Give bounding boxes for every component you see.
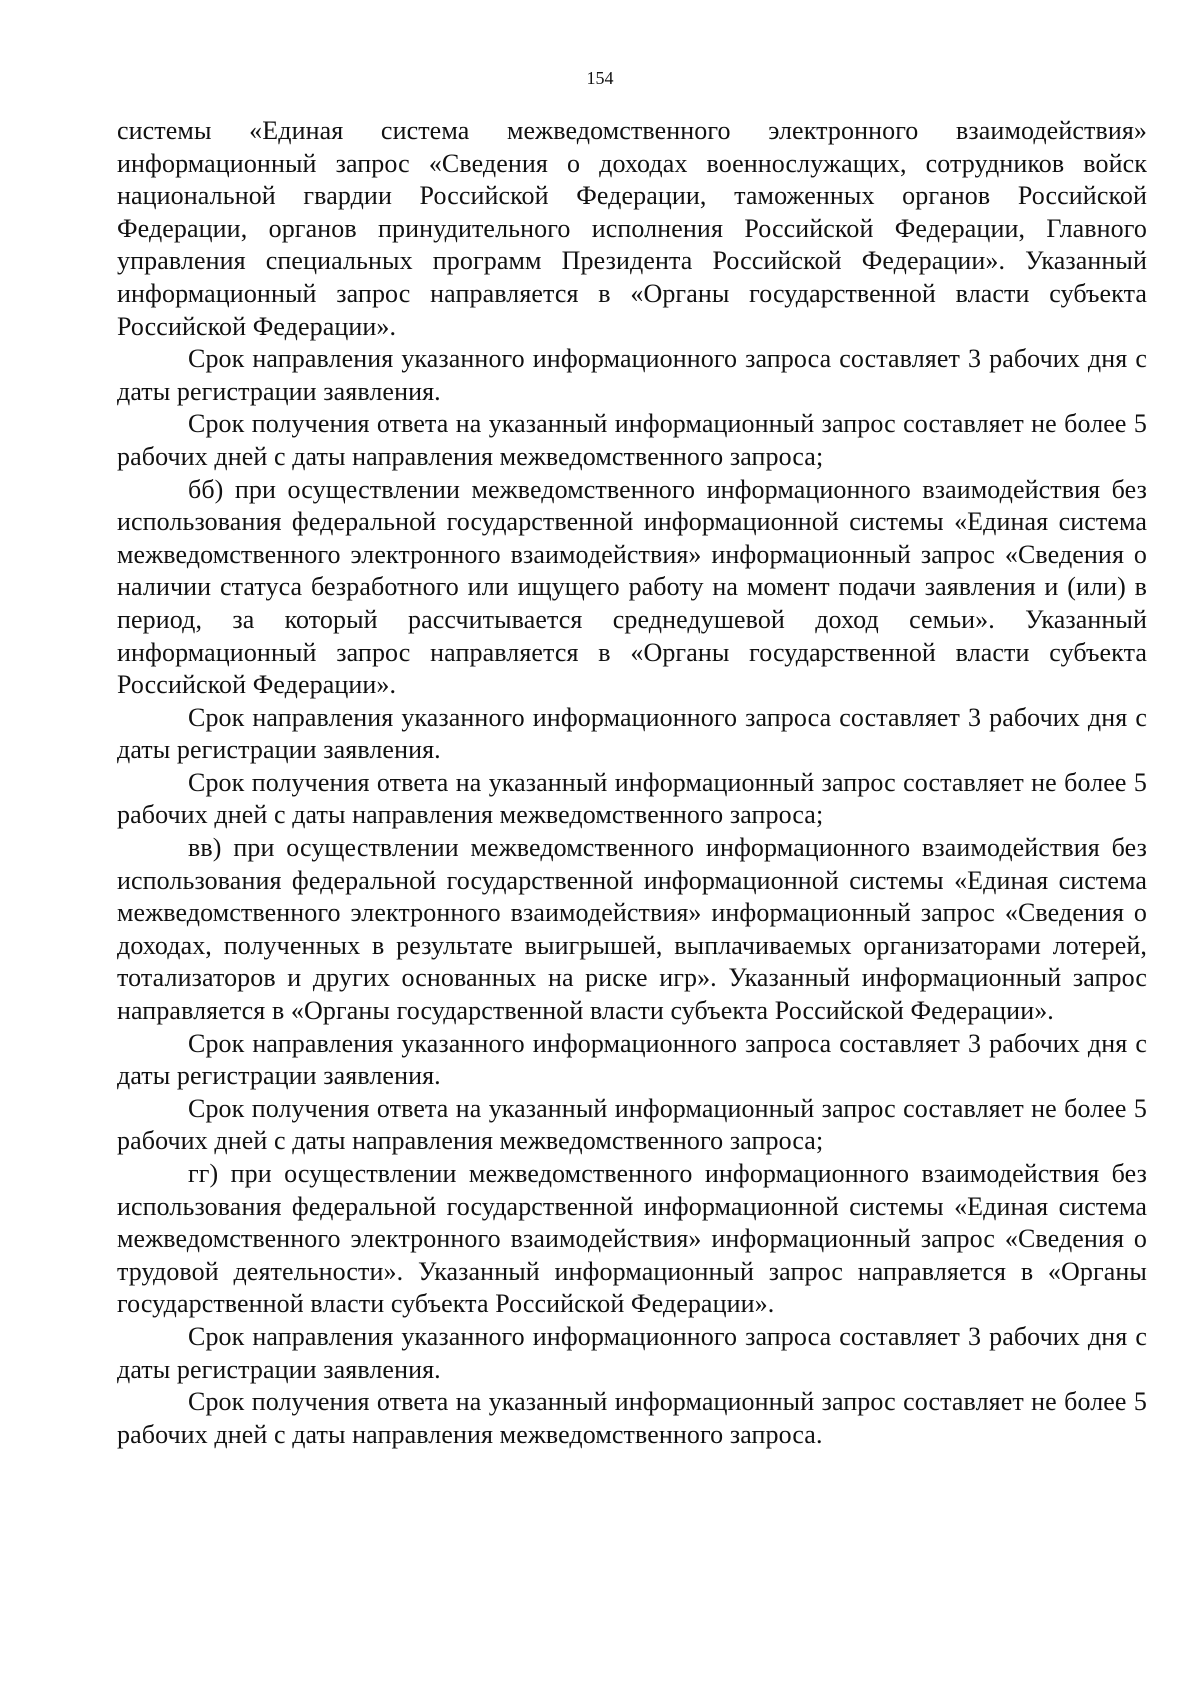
paragraph-9: Срок получения ответа на указанный информационный запрос составляет не более 5 рабочих дней с даты направления межведомственного запроса; [117, 1093, 1147, 1156]
paragraph-11: Срок направления указанного информационного запроса составляет 3 рабочих дня с даты регистрации заявления. [117, 1321, 1147, 1384]
paragraph-12: Срок получения ответа на указанный информационный запрос составляет не более 5 рабочих дней с даты направления межведомственного запроса. [117, 1387, 1147, 1449]
page-number: 154 [586, 68, 614, 88]
paragraph-7: вв) при осуществлении межведомственного информационного взаимодействия без использования федеральной государственной информационной системы «Единая система межведомственного электронного взаимодействия» информационный запрос «Сведения о доходах, полученных в результате выигрышей, выплачиваемых организаторами лотерей, тотализаторов и других основанных на риске игр». Указанный информационный запрос направляется в «Органы государственной власти субъекта Российской Федерации». [117, 833, 1147, 1026]
paragraph-2: Срок направления указанного информационного запроса составляет 3 рабочих дня с даты регистрации заявления. [117, 344, 1147, 406]
paragraph-6: Срок получения ответа на указанный информационный запрос составляет не более 5 рабочих дней с даты направления межведомственного запроса; [117, 767, 1147, 830]
paragraph-5: Срок направления указанного информационного запроса составляет 3 рабочих дня с даты регистрации заявления. [117, 702, 1147, 765]
paragraph-4: бб) при осуществлении межведомственного информационного взаимодействия без использования федеральной государственной информационной системы «Единая система межведомственного электронного взаимодействия» информационный запрос «Сведения о наличии статуса безработного или ищущего работу на момент подачи заявления и (или) в период, за который рассчитывается среднедушевой доход семьи». Указанный информационный запрос направляется в «Органы государственной власти субъекта Российской Федерации». [117, 474, 1147, 700]
paragraph-10: гг) при осуществлении межведомственного информационного взаимодействия без использования федеральной государственной информационной системы «Единая система межведомственного электронного взаимодействия» информационный запрос «Сведения о трудовой деятельности». Указанный информационный запрос направляется в «Органы государственной власти субъекта Российской Федерации». [117, 1159, 1147, 1319]
paragraph-3: Срок получения ответа на указанный информационный запрос составляет не более 5 рабочих дней с даты направления межведомственного запроса; [117, 409, 1147, 471]
paragraph-1: системы «Единая система межведомственного электронного взаимодействия» информационный запрос «Сведения о доходах военнослужащих, сотрудников войск национальной гвардии Российской Федерации, таможенных органов Российской Федерации, органов принудительного исполнения Российской Федерации, Главного управления специальных программ Президента Российской Федерации». Указанный информационный запрос направляется в «Органы государственной власти субъекта Российской Федерации». [117, 116, 1147, 341]
document-body [117, 115, 1147, 1451]
paragraph-8: Срок направления указанного информационного запроса составляет 3 рабочих дня с даты регистрации заявления. [117, 1028, 1147, 1091]
